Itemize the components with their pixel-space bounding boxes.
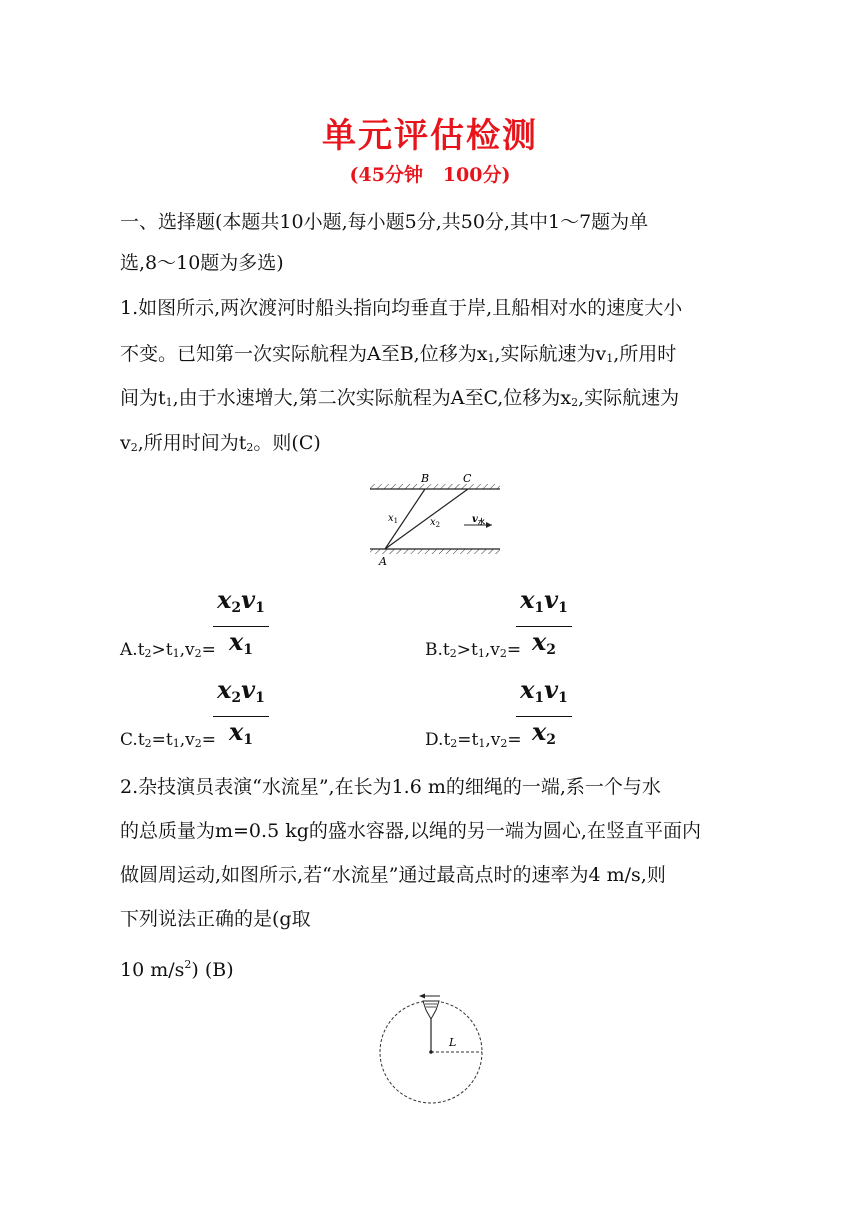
q2-line2: 的总质量为m=0.5 kg的盛水容器,以绳的另一端为圆心,在竖直平面内	[120, 820, 701, 842]
option-b: $B.t_2>t_1,v_2=$	[425, 640, 522, 660]
river-diagram	[360, 470, 510, 570]
label-l: L	[449, 1036, 457, 1049]
section-heading-line2: 选,8～10题为多选)	[120, 252, 284, 274]
option-a: $A.t_2>t_1,v_2=$	[120, 640, 216, 660]
label-x2: $x_2$	[430, 517, 441, 529]
page-title: 单元评估检测	[322, 116, 538, 156]
page-subtitle: (45分钟 100分)	[349, 164, 511, 186]
q2-line5: 10 $m/s^2$) (B)	[120, 958, 234, 981]
q1-line4: $v_2$,所用时间为$t_2$。则(C)	[120, 432, 321, 454]
circle-diagram	[370, 985, 495, 1115]
label-x1: $x_1$	[388, 513, 399, 525]
label-a: A	[379, 555, 387, 568]
q2-line3: 做圆周运动,如图所示,若“水流星”通过最高点时的速率为4 m/s,则	[120, 864, 666, 886]
q2-line4: 下列说法正确的是(g取	[120, 908, 311, 930]
q1-line1: 1.如图所示,两次渡河时船头指向均垂直于岸,且船相对水的速度大小	[120, 297, 683, 319]
label-b: B	[421, 472, 430, 485]
fraction-c: $\frac{x_2v_1}{x_1}$	[213, 676, 269, 755]
q1-line2: 不变。已知第一次实际航程为A至B,位移为$x_1$,实际航速为$v_1$,所用时	[120, 343, 677, 365]
fraction-d: $\frac{x_1v_1}{x_2}$	[516, 676, 572, 755]
label-v-water: $v_水$	[472, 514, 485, 526]
fraction-a: $\frac{x_2v_1}{x_1}$	[213, 586, 269, 665]
section-heading-line1: 一、选择题(本题共10小题,每小题5分,共50分,其中1～7题为单	[120, 211, 649, 233]
q1-line3: 间为$t_1$,由于水速增大,第二次实际航程为A至C,位移为$x_2$,实际航速为	[120, 387, 680, 409]
fraction-b: $\frac{x_1v_1}{x_2}$	[516, 586, 572, 665]
option-d: $D.t_2=t_1,v_2=$	[425, 730, 522, 750]
q2-line1: 2.杂技演员表演“水流星”,在长为1.6 m的细绳的一端,系一个与水	[120, 776, 661, 798]
label-c: C	[463, 472, 472, 485]
option-c: $C.t_2=t_1,v_2=$	[120, 730, 217, 750]
